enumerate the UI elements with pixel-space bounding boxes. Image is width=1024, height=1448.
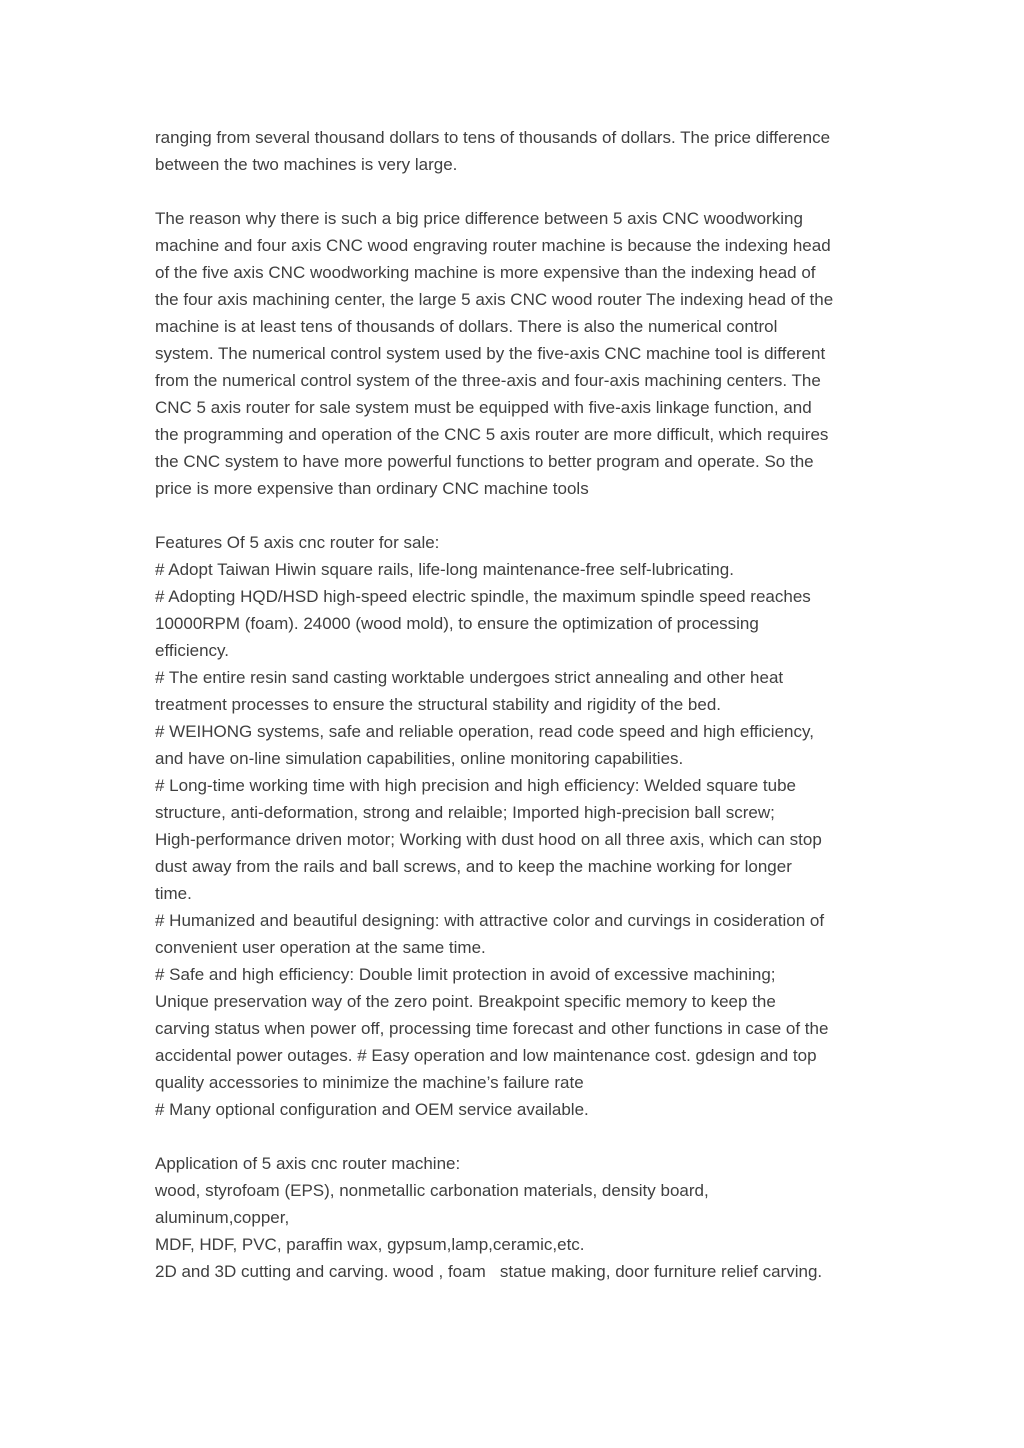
features-section bbox=[155, 529, 885, 1123]
application-line: 2D and 3D cutting and carving. wood , foam statue making, door furniture relief carving. bbox=[155, 1262, 823, 1281]
paragraph-reason bbox=[155, 205, 885, 502]
feature-line: # Adopting HQD/HSD high-speed electric spindle, the maximum spindle speed reaches bbox=[155, 587, 811, 606]
feature-line: # Adopt Taiwan Hiwin square rails, life-long maintenance-free self-lubricating. bbox=[155, 560, 734, 579]
paragraph-spacer bbox=[155, 502, 885, 529]
application-line: wood, styrofoam (EPS), nonmetallic carbonation materials, density board, bbox=[155, 1181, 709, 1200]
feature-line: convenient user operation at the same time. bbox=[155, 938, 486, 957]
feature-line: 10000RPM (foam). 24000 (wood mold), to ensure the optimization of processing bbox=[155, 614, 759, 633]
text-line: The reason why there is such a big price difference between 5 axis CNC woodworking bbox=[155, 209, 803, 228]
text-line: between the two machines is very large. bbox=[155, 155, 458, 174]
text-line: price is more expensive than ordinary CNC machine tools bbox=[155, 479, 589, 498]
feature-line: efficiency. bbox=[155, 641, 230, 660]
feature-line: time. bbox=[155, 884, 192, 903]
text-line: machine and four axis CNC wood engraving router machine is because the indexing head bbox=[155, 236, 831, 255]
text-line: the programming and operation of the CNC 5 axis router are more difficult, which requires bbox=[155, 425, 829, 444]
feature-line: # Humanized and beautiful designing: with attractive color and curvings in cosideration of bbox=[155, 911, 825, 930]
feature-line: # Many optional configuration and OEM service available. bbox=[155, 1100, 589, 1119]
feature-line: dust away from the rails and ball screws, and to keep the machine working for longer bbox=[155, 857, 792, 876]
feature-line: structure, anti-deformation, strong and relaible; Imported high-precision ball screw; bbox=[155, 803, 775, 822]
paragraph-intro bbox=[155, 124, 885, 178]
document-body bbox=[155, 124, 885, 1285]
text-line: CNC 5 axis router for sale system must be equipped with five-axis linkage function, and bbox=[155, 398, 812, 417]
application-section bbox=[155, 1150, 885, 1285]
feature-line: # WEIHONG systems, safe and reliable operation, read code speed and high efficiency, bbox=[155, 722, 814, 741]
feature-line: High-performance driven motor; Working with dust hood on all three axis, which can stop bbox=[155, 830, 822, 849]
feature-line: treatment processes to ensure the structural stability and rigidity of the bed. bbox=[155, 695, 722, 714]
feature-line: and have on-line simulation capabilities, online monitoring capabilities. bbox=[155, 749, 684, 768]
feature-line: quality accessories to minimize the machine’s failure rate bbox=[155, 1073, 584, 1092]
text-line: from the numerical control system of the three-axis and four-axis machining centers. The bbox=[155, 371, 821, 390]
feature-line: accidental power outages. # Easy operation and low maintenance cost. gdesign and top bbox=[155, 1046, 817, 1065]
paragraph-spacer bbox=[155, 178, 885, 205]
application-line: MDF, HDF, PVC, paraffin wax, gypsum,lamp,ceramic,etc. bbox=[155, 1235, 585, 1254]
feature-line: carving status when power off, processing time forecast and other functions in case of the bbox=[155, 1019, 829, 1038]
feature-line: Unique preservation way of the zero point. Breakpoint specific memory to keep the bbox=[155, 992, 776, 1011]
feature-line: # Long-time working time with high precision and high efficiency: Welded square tube bbox=[155, 776, 797, 795]
feature-line: # The entire resin sand casting worktable undergoes strict annealing and other heat bbox=[155, 668, 784, 687]
application-line: aluminum,copper, bbox=[155, 1208, 290, 1227]
text-line: the four axis machining center, the large 5 axis CNC wood router The indexing head of the bbox=[155, 290, 834, 309]
text-line: the CNC system to have more powerful functions to better program and operate. So the bbox=[155, 452, 814, 471]
text-line: system. The numerical control system used by the five-axis CNC machine tool is different bbox=[155, 344, 826, 363]
features-heading: Features Of 5 axis cnc router for sale: bbox=[155, 533, 440, 552]
text-line: machine is at least tens of thousands of dollars. There is also the numerical control bbox=[155, 317, 778, 336]
application-heading: Application of 5 axis cnc router machine: bbox=[155, 1154, 461, 1173]
text-line: ranging from several thousand dollars to tens of thousands of dollars. The price difference bbox=[155, 128, 831, 147]
text-line: of the five axis CNC woodworking machine is more expensive than the indexing head of bbox=[155, 263, 816, 282]
feature-line: # Safe and high efficiency: Double limit protection in avoid of excessive machining; bbox=[155, 965, 776, 984]
paragraph-spacer bbox=[155, 1123, 885, 1150]
